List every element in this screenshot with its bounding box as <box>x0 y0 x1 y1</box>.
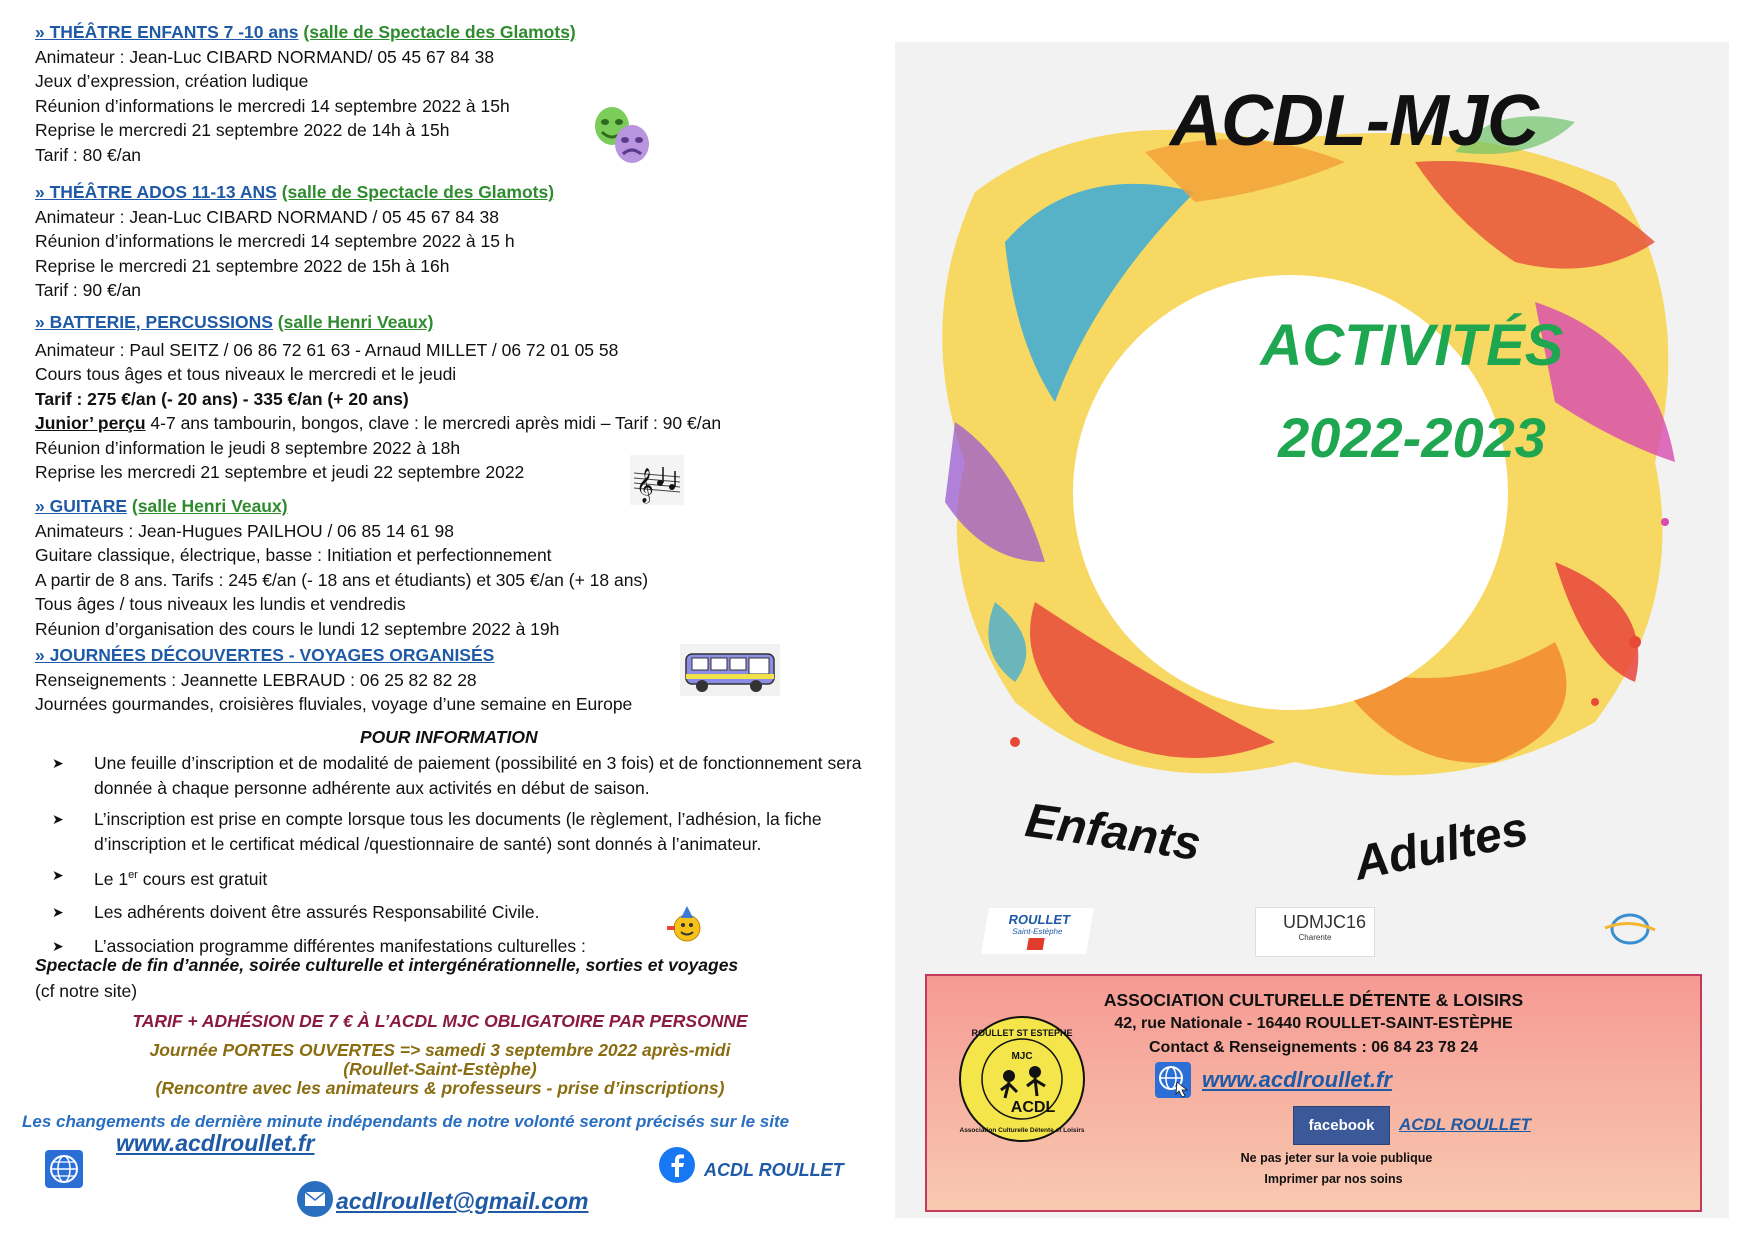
info-line: Reprise les mercredi 21 septembre et jeudi 22 septembre 2022 <box>35 462 525 482</box>
adultes-label: Adultes <box>1349 802 1533 891</box>
facebook-icon[interactable] <box>658 1146 696 1184</box>
title-text: » THÉÂTRE ENFANTS 7 -10 ans <box>35 22 299 42</box>
bullet-text: L’association programme différentes manifestations culturelles : <box>94 935 586 956</box>
bullet-text: cours est gratuit <box>137 868 268 889</box>
section-title <box>35 494 648 519</box>
acdl-seal-logo <box>957 1014 1087 1144</box>
theatre-masks-icon <box>592 104 652 166</box>
section-batterie <box>35 310 721 485</box>
portes-line: (Roullet-Saint-Estèphe) <box>343 1059 537 1079</box>
arrow-bullet-icon: ➤ <box>52 867 64 883</box>
info-line: Animateur : Paul SEITZ / 06 86 72 61 63 - Arnaud MILLET / 06 72 01 05 58 <box>35 339 619 360</box>
cover-page <box>895 42 1729 1218</box>
section-title <box>35 643 632 668</box>
activites-title: ACTIVITÉS <box>1260 313 1564 378</box>
seal-bottom-text: Association Culturelle Détente et Loisirs <box>959 1127 1085 1134</box>
association-address: 42, rue Nationale - 16440 ROULLET-SAINT-ESTÈPHE <box>1114 1015 1513 1032</box>
info-line: Réunion d’informations le mercredi 14 septembre 2022 à 15 h <box>35 231 515 251</box>
association-name: ASSOCIATION CULTURELLE DÉTENTE & LOISIRS <box>1103 990 1524 1010</box>
bullet-text: Une feuille d’inscription et de modalité de paiement (possibilité en 3 fois) et de fonctionnement sera donnée à chaque personne adhérente aux activités en début de saison. <box>94 753 862 798</box>
info-line: Tarif : 80 €/an <box>35 144 142 165</box>
spectacle-block <box>35 952 738 1004</box>
info-line: Reprise le mercredi 21 septembre 2022 de 15h à 16h <box>35 255 450 276</box>
info-line: Animateur : Jean-Luc CIBARD NORMAND/ 05 45 67 84 38 <box>35 46 495 67</box>
title-text: » BATTERIE, PERCUSSIONS <box>35 312 273 332</box>
junior-label: Junior’ perçu <box>35 413 146 433</box>
info-line: Tous âges / tous niveaux les lundis et vendredis <box>35 594 406 614</box>
venue-text: (salle de Spectacle des Glamots) <box>281 182 555 202</box>
info-line: Réunion d’information le jeudi 8 septembre 2022 à 18h <box>35 437 461 458</box>
globe-cursor-icon <box>1155 1062 1191 1098</box>
facebook-link[interactable]: ACDL ROULLET <box>704 1160 844 1180</box>
roullet-crest <box>1026 938 1044 950</box>
bullet-text: Le 1 <box>94 868 129 889</box>
site-note: (cf notre site) <box>35 981 138 1001</box>
party-smiley-icon <box>665 906 705 944</box>
venue-text: (salle Henri Veaux) <box>131 496 288 516</box>
brand-title: ACDL-MJC <box>1170 81 1538 161</box>
info-line: Réunion d’informations le mercredi 14 septembre 2022 à 15h <box>35 95 510 116</box>
globe-icon <box>45 1150 83 1188</box>
udmjc-logo <box>1255 907 1375 957</box>
info-bullets <box>52 751 872 965</box>
bus-icon <box>680 644 780 696</box>
info-line: Cours tous âges et tous niveaux le mercredi et le jeudi <box>35 364 457 384</box>
section-title <box>35 20 576 45</box>
enfants-label: Enfants <box>1022 794 1204 871</box>
spectacle-text: Spectacle de fin d’année, soirée culturelle et intergénérationnelle, sorties et voyages <box>35 955 739 975</box>
title-text: » JOURNÉES DÉCOUVERTES - VOYAGES ORGANISÉS <box>35 645 495 665</box>
portes-line: Journée PORTES OUVERTES => samedi 3 septembre 2022 après-midi <box>149 1040 731 1060</box>
list-item <box>52 807 872 856</box>
section-guitare <box>35 494 648 641</box>
venue-text: (salle de Spectacle des Glamots) <box>303 22 576 42</box>
email-link[interactable]: acdlroullet@gmail.com <box>336 1188 589 1214</box>
facebook-button[interactable]: facebook <box>1293 1106 1390 1145</box>
roullet-logo-text: ROULLET <box>1007 912 1072 927</box>
tarif-line: Tarif : 275 €/an (- 20 ans) - 335 €/an (+ 20 ans) <box>35 388 409 409</box>
seal-acdl-text: ACDL <box>1010 1099 1056 1116</box>
list-item <box>52 900 872 925</box>
website-link[interactable]: www.acdlroullet.fr <box>116 1130 315 1156</box>
seal-mid-text: MJC <box>1011 1051 1033 1062</box>
portes-ouvertes <box>0 1041 880 1098</box>
seal-top-text: ROULLET ST ESTEPHE <box>971 1028 1073 1038</box>
info-line: Reprise le mercredi 21 septembre 2022 de 14h à 15h <box>35 120 450 140</box>
arrow-bullet-icon: ➤ <box>52 755 64 771</box>
info-line: A partir de 8 ans. Tarifs : 245 €/an (- 18 ans et étudiants) et 305 €/an (+ 18 ans) <box>35 569 649 590</box>
section-theatre-ados <box>35 180 554 303</box>
info-line: Animateurs : Jean-Hugues PAILHOU / 06 85 14 61 98 <box>35 520 454 541</box>
portes-line: (Rencontre avec les animateurs & professeurs - prise d’inscriptions) <box>155 1078 725 1098</box>
roullet-logo <box>981 908 1094 954</box>
roullet-logo-sub: Saint-Estèphe <box>1011 927 1064 936</box>
superscript: er <box>128 869 138 881</box>
arrow-bullet-icon: ➤ <box>52 904 64 921</box>
info-line: Réunion d’organisation des cours le lundi 12 septembre 2022 à 19h <box>35 618 560 639</box>
association-box <box>925 974 1702 1212</box>
section-title <box>35 310 721 335</box>
note-no-litter: Ne pas jeter sur la voie publique <box>1240 1151 1433 1165</box>
note-printed: Imprimer par nos soins <box>1264 1172 1403 1186</box>
section-journees <box>35 643 632 717</box>
facebook-page-link[interactable]: ACDL ROULLET <box>1399 1115 1531 1134</box>
udmjc-logo-text: UDMJC16 <box>1282 912 1366 932</box>
tarif-adhesion: TARIF + ADHÉSION DE 7 € À L’ACDL MJC OBLIGATOIRE PAR PERSONNE <box>132 1011 748 1031</box>
bullet-text: Les adhérents doivent être assurés Responsabilité Civile. <box>94 902 540 923</box>
venue-text: (salle Henri Veaux) <box>277 312 434 332</box>
arrow-bullet-icon: ➤ <box>52 811 64 827</box>
list-item <box>52 751 872 800</box>
changements-note: Les changements de dernière minute indépendants de notre volonté seront précisés sur le site <box>22 1112 790 1131</box>
info-line: Jeux d’expression, création ludique <box>35 71 309 91</box>
title-text: » THÉÂTRE ADOS 11-13 ANS <box>35 182 277 202</box>
info-line: Tarif : 90 €/an <box>35 280 142 300</box>
website-link[interactable]: www.acdlroullet.fr <box>1202 1067 1392 1092</box>
svg-text:𝄞: 𝄞 <box>636 468 654 503</box>
email-icon <box>296 1180 334 1218</box>
info-line: Guitare classique, électrique, basse : Initiation et perfectionnement <box>35 545 552 565</box>
section-title <box>35 180 554 205</box>
third-partner-logo <box>1595 908 1665 950</box>
association-contact: Contact & Renseignements : 06 84 23 78 24 <box>1148 1039 1479 1056</box>
bullet-text: L’inscription est prise en compte lorsque tous les documents (le règlement, l’adhésion, la fiche d’inscription et le certificat médical /questionnaire de santé) sont donnés à l’animateur. <box>94 809 822 854</box>
title-text: » GUITARE <box>35 496 128 516</box>
info-heading: POUR INFORMATION <box>360 727 538 747</box>
junior-line <box>35 411 721 436</box>
info-line: Journées gourmandes, croisières fluviales, voyage d’une semaine en Europe <box>35 694 633 714</box>
list-item <box>52 863 872 891</box>
info-line: Animateur : Jean-Luc CIBARD NORMAND / 05 45 67 84 38 <box>35 206 499 227</box>
arrow-bullet-icon: ➤ <box>52 937 64 954</box>
info-line: Renseignements : Jeannette LEBRAUD : 06 25 82 82 28 <box>35 669 477 690</box>
junior-text: 4-7 ans tambourin, bongos, clave : le mercredi après midi – Tarif : 90 €/an <box>145 413 722 433</box>
udmjc-logo-sub: Charente <box>1298 933 1332 942</box>
years-title: 2022-2023 <box>1278 406 1546 469</box>
section-theatre-enfants <box>35 20 576 167</box>
